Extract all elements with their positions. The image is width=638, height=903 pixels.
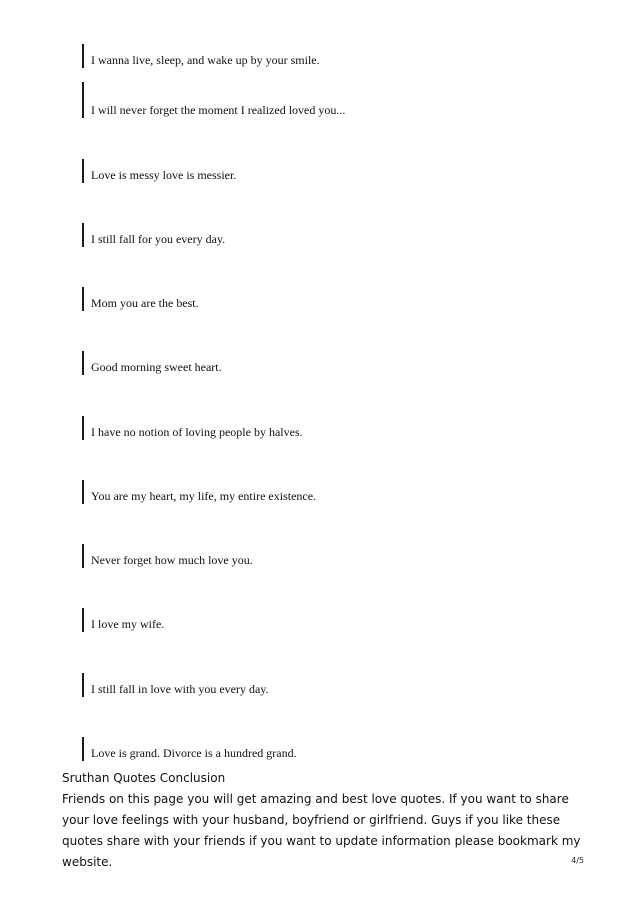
quote-bar <box>82 737 84 761</box>
conclusion-section <box>62 768 582 873</box>
quote-bar <box>82 351 84 375</box>
quote-text: Never forget how much love you. <box>91 553 253 567</box>
quote-text: I wanna live, sleep, and wake up by your smile. <box>91 53 320 67</box>
quote-bar <box>82 159 84 183</box>
quote-text: You are my heart, my life, my entire existence. <box>91 489 317 503</box>
quote-item <box>82 737 297 761</box>
quote-text: I still fall for you every day. <box>91 232 226 246</box>
quote-item <box>82 287 199 311</box>
quote-item <box>82 351 222 375</box>
quote-bar <box>82 82 84 118</box>
quote-bar <box>82 287 84 311</box>
conclusion-heading: Sruthan Quotes Conclusion <box>62 771 226 785</box>
quote-text: I have no notion of loving people by halves. <box>91 425 303 439</box>
quote-item <box>82 480 316 504</box>
quote-text: Love is grand. Divorce is a hundred grand. <box>91 746 297 760</box>
quote-text: I love my wife. <box>91 617 165 631</box>
quote-bar <box>82 608 84 632</box>
quote-item <box>82 223 225 247</box>
quote-item <box>82 544 253 568</box>
quote-bar <box>82 416 84 440</box>
quote-item <box>82 416 303 440</box>
quote-text: Mom you are the best. <box>91 296 199 310</box>
quote-item <box>82 44 320 68</box>
conclusion-paragraph: Friends on this page you will get amazing and best love quotes. If you want to share your love feelings with your husband, boyfriend or girlfriend. Guys if you like these quotes share with your friends if you want to update information please bookmark my website. <box>62 792 581 869</box>
page-number: 4/5 <box>571 856 584 865</box>
quote-bar <box>82 480 84 504</box>
quote-bar <box>82 673 84 697</box>
quote-item <box>82 82 345 118</box>
quote-text: Love is messy love is messier. <box>91 168 237 182</box>
quote-text: I will never forget the moment I realized loved you... <box>91 103 346 117</box>
quote-bar <box>82 544 84 568</box>
quote-item <box>82 673 269 697</box>
quote-text: I still fall in love with you every day. <box>91 682 269 696</box>
quote-bar <box>82 44 84 68</box>
quote-item <box>82 159 236 183</box>
quote-bar <box>82 223 84 247</box>
quote-item <box>82 608 164 632</box>
quote-text: Good morning sweet heart. <box>91 360 222 374</box>
